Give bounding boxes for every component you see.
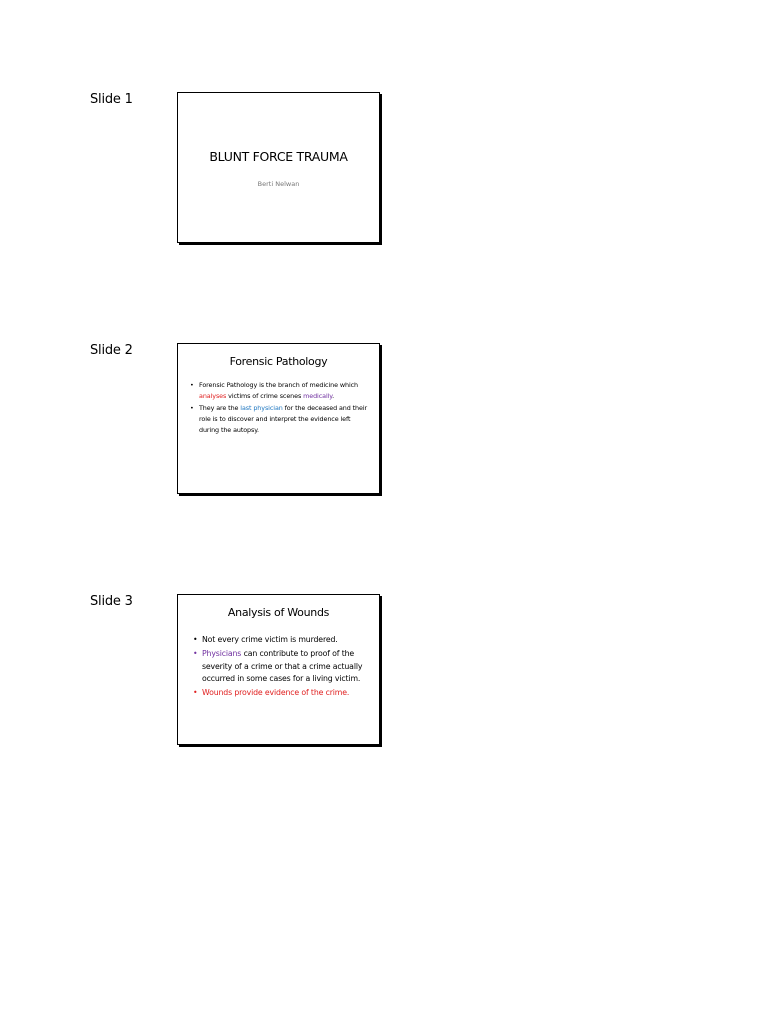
bullet-text: Not every crime victim is murdered. — [202, 635, 338, 644]
highlight-text: last physician — [240, 403, 283, 412]
bullet-text: victims of crime scenes — [226, 392, 304, 401]
slide-1-label: Slide 1 — [90, 92, 133, 107]
slide-3-bullet-1 — [193, 634, 369, 647]
slide-3-bullet-2 — [193, 648, 369, 686]
highlight-text: Physicians — [202, 648, 242, 658]
highlight-text: analyses — [199, 392, 227, 401]
slide-2-bullet-1 — [190, 380, 369, 403]
slide-3-title: Analysis of Wounds — [227, 606, 330, 619]
slide-3-body — [193, 634, 369, 701]
bullet-icon: • — [193, 635, 198, 644]
bullet-text: Forensic Pathology is the branch of medicine which — [199, 381, 358, 389]
highlight-text: medically — [303, 392, 333, 401]
bullet-text: can contribute to proof of the severity of a crime or that a crime actually occurred in some cases for a living victim. — [202, 648, 363, 684]
bullet-text: They are the — [199, 403, 241, 412]
slide-2-body — [190, 380, 369, 436]
bullet-icon: • — [193, 648, 198, 658]
slide-3-label: Slide 3 — [90, 594, 133, 609]
bullet-icon: • — [193, 688, 198, 698]
bullet-icon: • — [190, 381, 194, 389]
bullet-text: . — [332, 392, 335, 401]
slide-3-bullet-3 — [193, 687, 369, 700]
slide-2-bullet-2 — [190, 403, 369, 437]
slide-1-subtitle: Berti Nelwan — [257, 180, 300, 188]
slide-1-thumbnail — [177, 92, 380, 243]
slide-2-thumbnail — [177, 343, 380, 494]
bullet-text: for the deceased and their role is to discover and interpret the evidence left during the autopsy. — [199, 403, 368, 435]
slide-1-title: BLUNT FORCE TRAUMA — [209, 149, 348, 164]
slide-3-thumbnail — [177, 594, 380, 745]
slide-2-title: Forensic Pathology — [229, 355, 328, 368]
bullet-icon: • — [190, 403, 194, 412]
slide-2-label: Slide 2 — [90, 343, 133, 358]
highlight-text: Wounds provide evidence of the crime. — [202, 688, 350, 698]
